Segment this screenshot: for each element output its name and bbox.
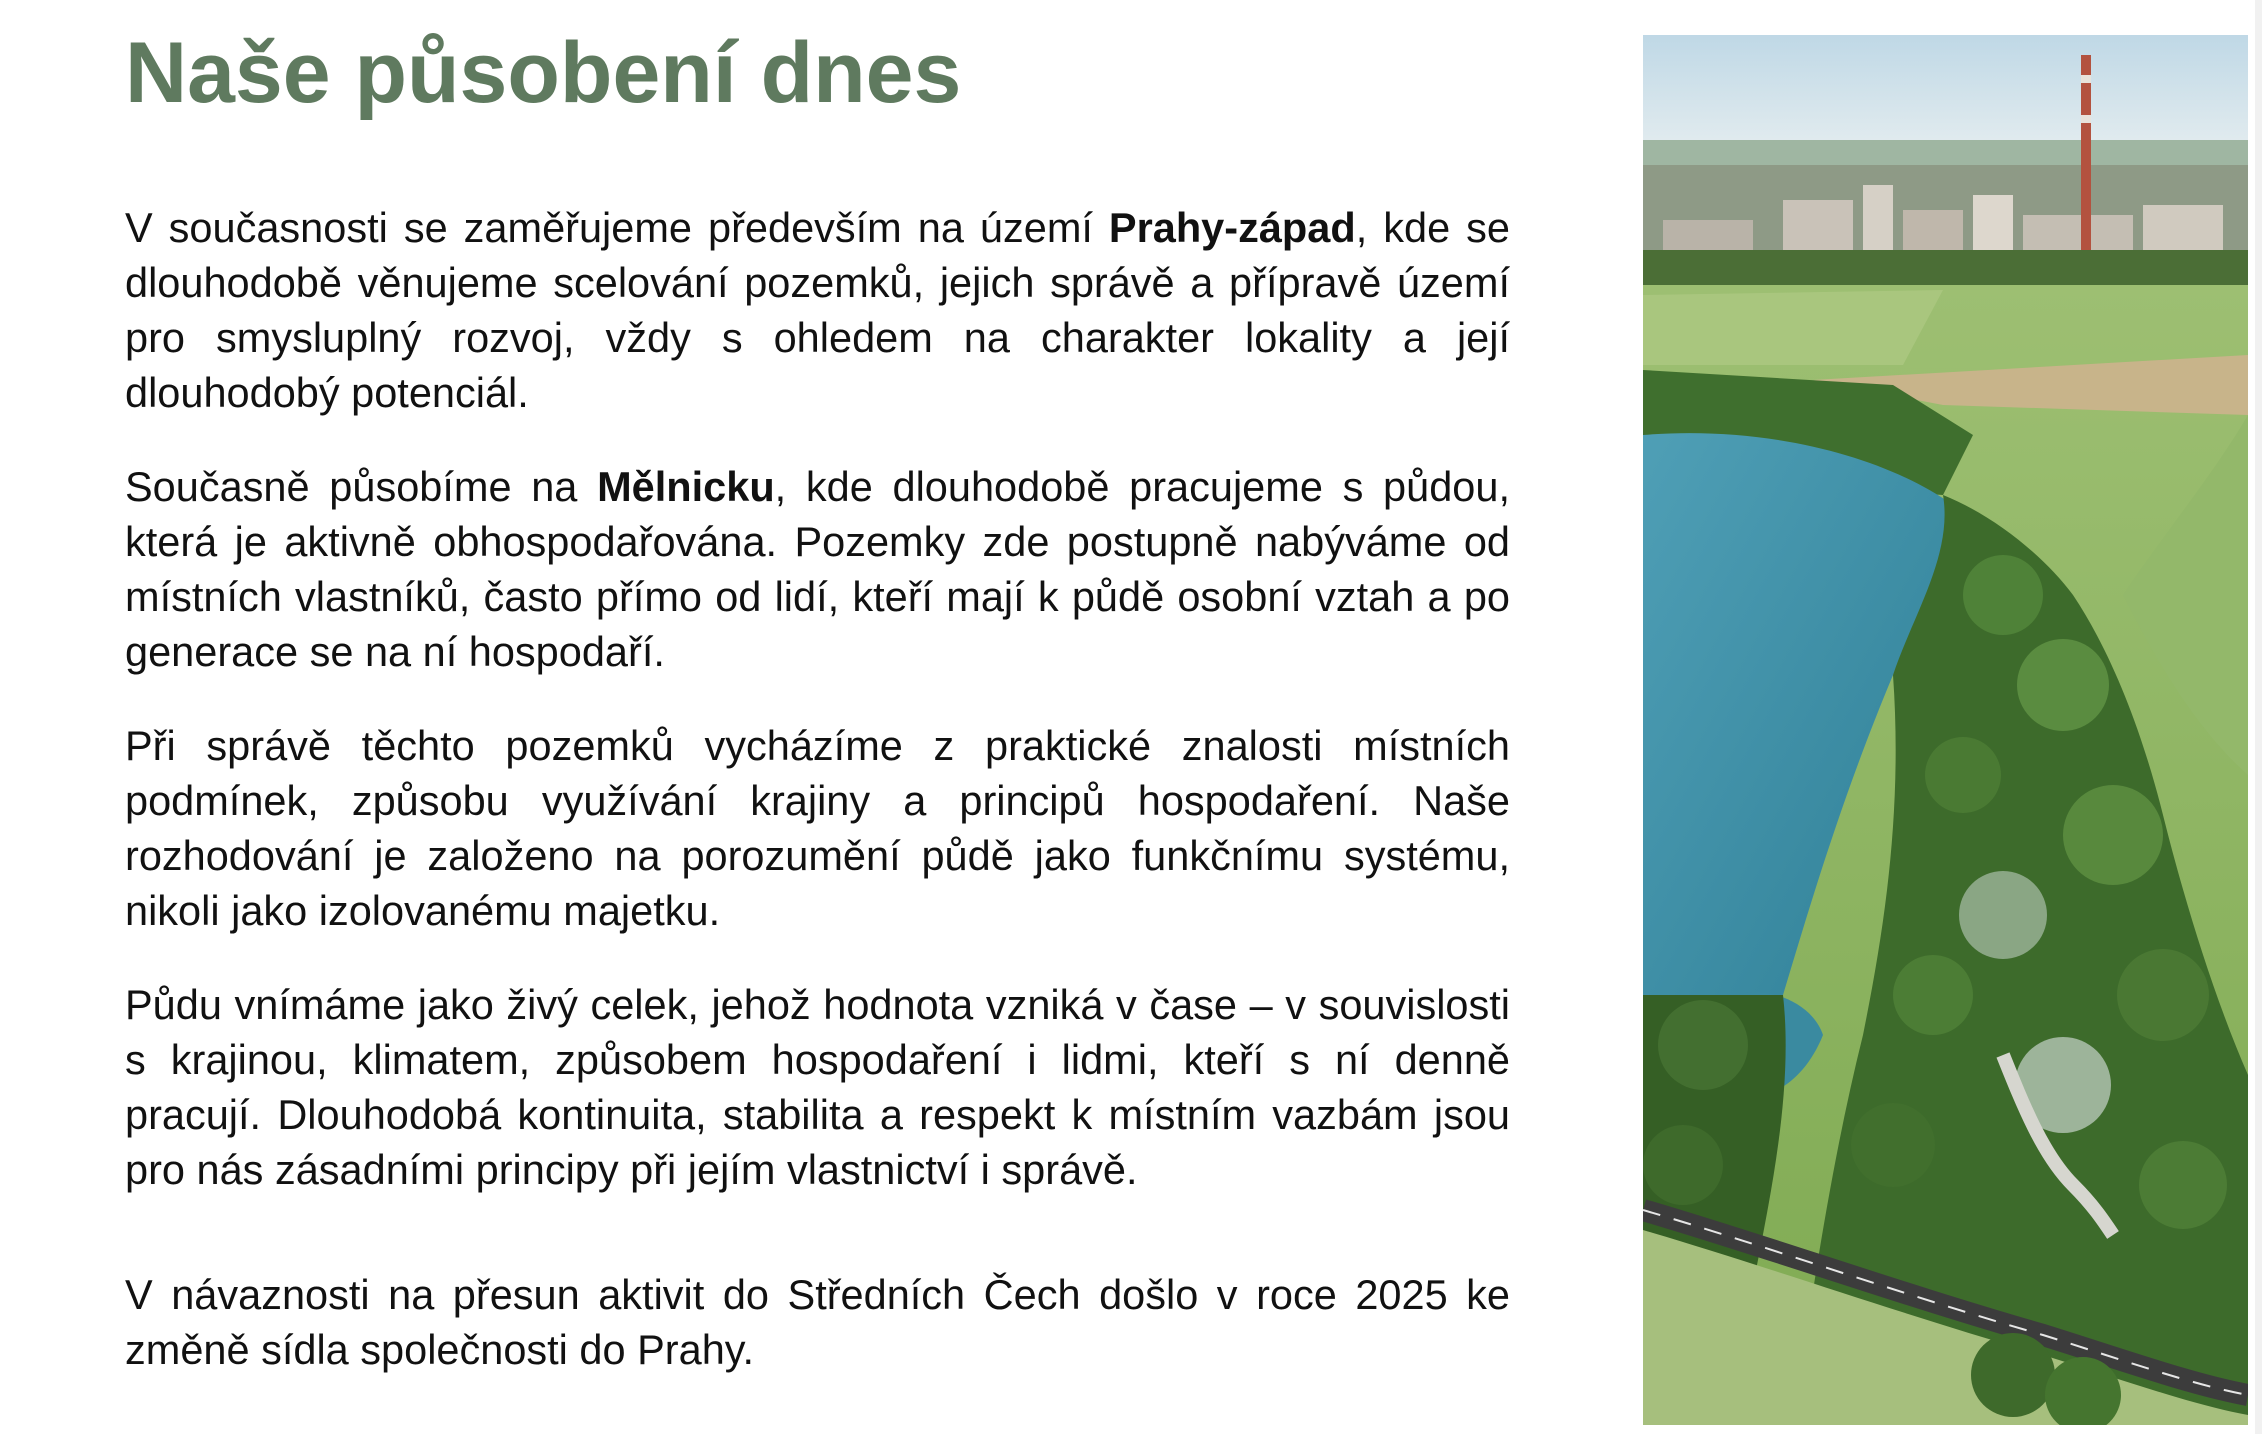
paragraph-prahy-zapad: V současnosti se zaměřujeme především na území Prahy-západ, kde se dlouhodobě věnujeme scelování pozemků, jejich správě a přípravě území pro smysluplný rozvoj, vždy s ohledem na charakter lokality a její dlouhodobý potenciál. — [125, 204, 1510, 416]
paragraph-puda: Půdu vnímáme jako živý celek, jehož hodnota vzniká v čase – v souvislosti s krajinou, klimatem, způsobem hospodaření i lidmi, kteří s ní denně pracují. Dlouhodobá kontinuita, stabilita a respekt k místním vazbám jsou pro nás zásadními principy při jejím vlastnictví i správě. — [125, 981, 1510, 1193]
landscape-illustration — [1643, 35, 2248, 1425]
page-edge — [2255, 0, 2262, 1434]
paragraph-sprava: Při správě těchto pozemků vycházíme z praktické znalosti místních podmínek, způsobu využívání krajiny a principů hospodaření. Naše rozhodování je založeno na porozumění půdě jako funkčnímu systému, nikoli jako izolovanému majetku. — [125, 722, 1510, 934]
bold-prahy-zapad: Prahy-západ — [1108, 204, 1356, 251]
paragraph-melnicko: Současně působíme na Mělnicku, kde dlouhodobě pracujeme s půdou, která je aktivně obhospodařována. Pozemky zde postupně nabýváme od místních vlastníků, často přímo od lidí, kteří mají k půdě osobní vztah a po generace se na ní hospodaří. — [125, 463, 1510, 675]
bold-melnicko: Mělnicku — [597, 463, 775, 510]
paragraph-sidlo: V návaznosti na přesun aktivit do Středních Čech došlo v roce 2025 ke změně sídla společnosti do Prahy. — [125, 1271, 1510, 1373]
page-title: Naše působení dnes — [125, 25, 962, 121]
aerial-landscape-photo — [1643, 35, 2248, 1425]
body-text — [125, 200, 1510, 1377]
